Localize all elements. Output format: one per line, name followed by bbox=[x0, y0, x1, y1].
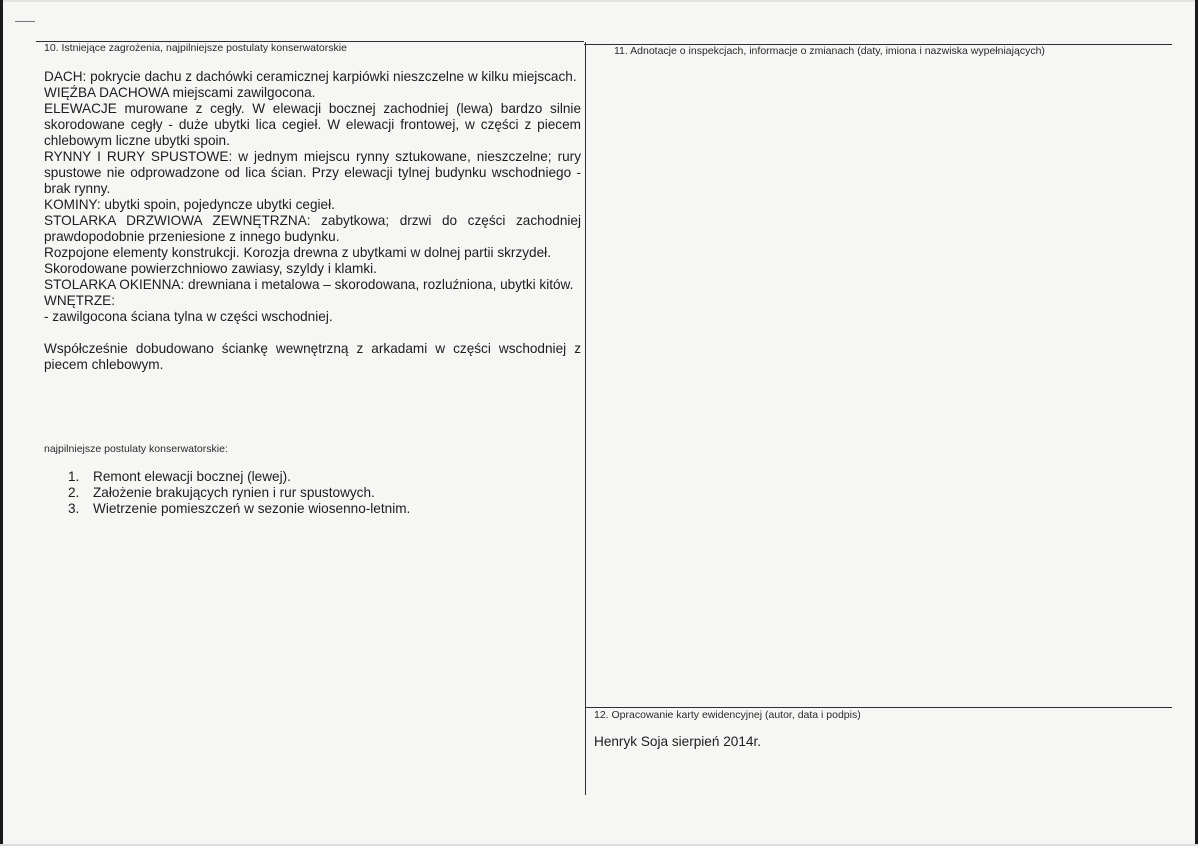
postulates-list bbox=[66, 469, 410, 517]
postulate-number: 3. bbox=[68, 501, 80, 516]
postulate-item bbox=[66, 469, 410, 485]
interior-note: Współcześnie dobudowano ściankę wewnętrzną z arkadami w części wschodniej z piecem chlebowym. bbox=[44, 341, 581, 372]
postulate-number: 1. bbox=[68, 469, 80, 484]
threat-paragraph: KOMINY: ubytki spoin, pojedyncze ubytki cegieł. bbox=[44, 197, 335, 212]
threat-paragraph: WNĘTRZE: bbox=[44, 293, 115, 308]
postulate-text: Założenie brakujących rynien i rur spustowych. bbox=[93, 485, 375, 500]
threat-paragraph: Skorodowane powierzchniowo zawiasy, szyldy i klamki. bbox=[44, 261, 377, 276]
corner-mark bbox=[15, 21, 35, 22]
scan-edge-top bbox=[0, 0, 1198, 2]
postulate-item bbox=[66, 485, 410, 501]
threat-paragraph: - zawilgocona ściana tylna w części wschodniej. bbox=[44, 309, 333, 324]
threat-paragraph: STOLARKA DRZWIOWA ZEWNĘTRZNA: zabytkowa; drzwi do części zachodniej prawdopodobnie przeniesione z innego budynku. bbox=[44, 213, 581, 244]
section-10-label: 10. Istniejące zagrożenia, najpilniejsze postulaty konserwatorskie bbox=[44, 42, 347, 54]
threat-paragraph: ELEWACJE murowane z cegły. W elewacji bocznej zachodniej (lewa) bardzo silnie skorodowane cegły - duże ubytki lica cegieł. W elewacji frontowej, w części z piecem chlebowym liczne ubytki spoin. bbox=[44, 101, 581, 148]
postulate-text: Remont elewacji bocznej (lewej). bbox=[93, 469, 291, 484]
postulate-item bbox=[66, 501, 410, 517]
column-divider bbox=[585, 42, 586, 795]
section-11-label: 11. Adnotacje o inspekcjach, informacje o zmianach (daty, imiona i nazwiska wypełniających) bbox=[614, 45, 1045, 57]
section-12-top-rule bbox=[585, 707, 1172, 708]
scan-edge-left bbox=[0, 0, 3, 846]
postulate-text: Wietrzenie pomieszczeń w sezonie wiosenno-letnim. bbox=[93, 501, 411, 516]
threat-paragraph: Rozpojone elementy konstrukcji. Korozja drewna z ubytkami w dolnej partii skrzydeł. bbox=[44, 245, 551, 260]
threat-paragraph: STOLARKA OKIENNA: drewniana i metalowa – skorodowana, rozluźniona, ubytki kitów. bbox=[44, 277, 574, 292]
section-12-label: 12. Opracowanie karty ewidencyjnej (autor, data i podpis) bbox=[594, 709, 861, 721]
threats-description bbox=[44, 69, 581, 373]
postulate-number: 2. bbox=[68, 485, 80, 500]
threat-paragraph: RYNNY I RURY SPUSTOWE: w jednym miejscu rynny sztukowane, nieszczelne; rury spustowe nie odprowadzone od lica ścian. Przy elewacji tylnej budynku wschodniego - brak rynny. bbox=[44, 149, 581, 196]
postulates-label: najpilniejsze postulaty konserwatorskie: bbox=[44, 443, 228, 455]
card-author: Henryk Soja sierpień 2014r. bbox=[594, 734, 761, 749]
threat-paragraph: WIĘŹBA DACHOWA miejscami zawilgocona. bbox=[44, 85, 316, 100]
threat-paragraph: DACH: pokrycie dachu z dachówki ceramicznej karpiówki nieszczelne w kilku miejscach. bbox=[44, 69, 577, 84]
